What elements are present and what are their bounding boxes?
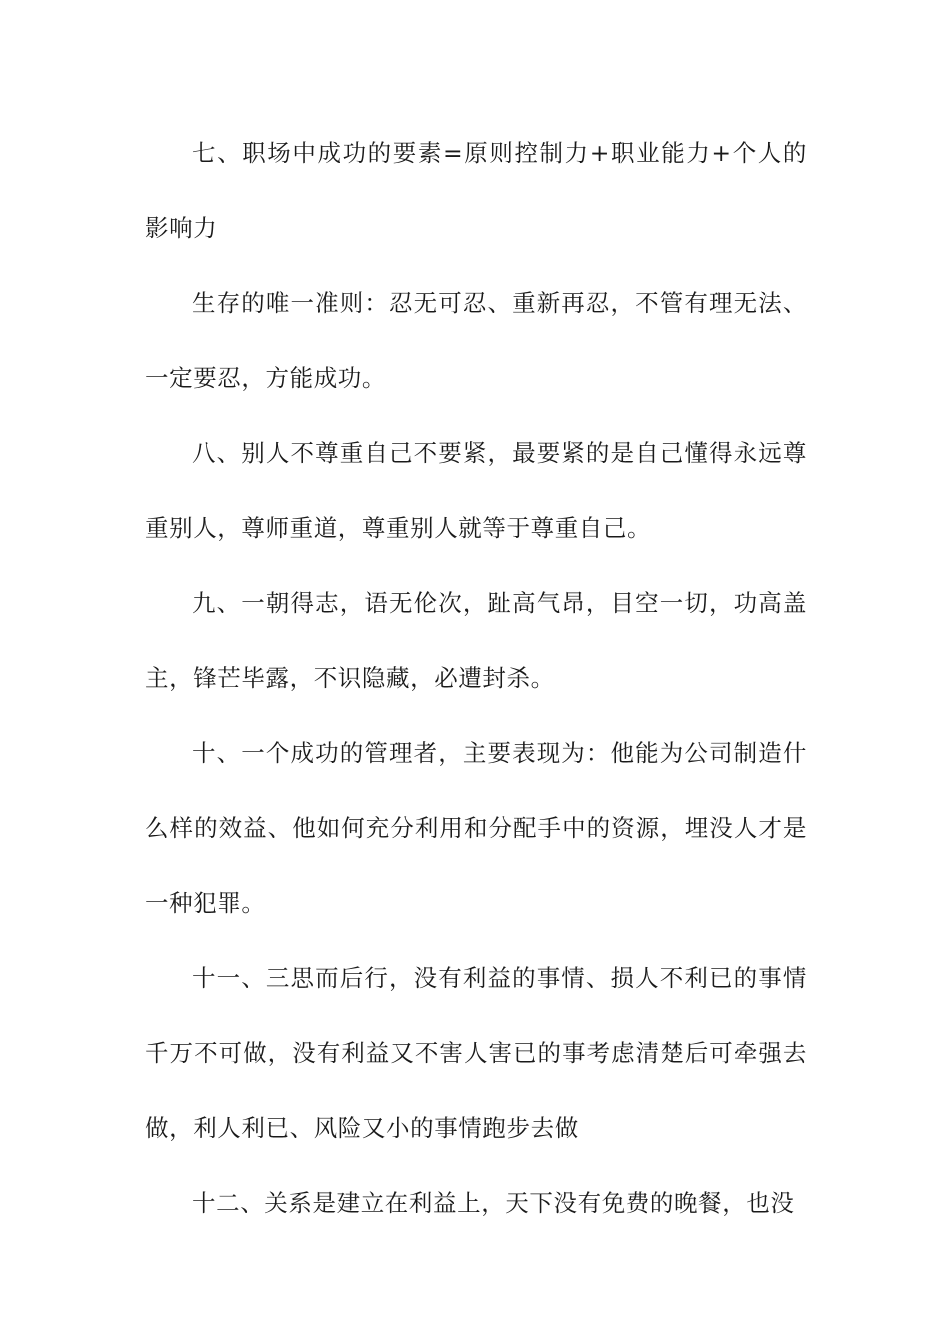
paragraph-9-arrogance: 九、一朝得志，语无伦次，趾高气昂，目空一切，功高盖主，锋芒毕露，不识隐藏，必遭封杀。 xyxy=(145,589,807,692)
document-body xyxy=(145,116,807,1241)
paragraph-survival-rule: 生存的唯一准则：忍无可忍、重新再忍，不管有理无法、一定要忍，方能成功。 xyxy=(145,289,807,392)
paragraph-12-relationships: 十二、关系是建立在利益上，天下没有免费的晚餐，也没 xyxy=(192,1189,795,1217)
paragraph-7-success-elements: 七、职场中成功的要素=原则控制力+职业能力+个人的影响力 xyxy=(145,139,807,242)
paragraph-8-respect: 八、别人不尊重自己不要紧，最要紧的是自己懂得永远尊重别人，尊师重道，尊重别人就等于尊重自己。 xyxy=(145,439,807,542)
paragraph-11-think-twice: 十一、三思而后行，没有利益的事情、损人不利已的事情千万不可做，没有利益又不害人害已的事考虑清楚后可牵强去做，利人利已、风险又小的事情跑步去做 xyxy=(145,964,807,1142)
paragraph-10-manager: 十、一个成功的管理者，主要表现为：他能为公司制造什么样的效益、他如何充分利用和分配手中的资源，埋没人才是一种犯罪。 xyxy=(145,739,807,917)
